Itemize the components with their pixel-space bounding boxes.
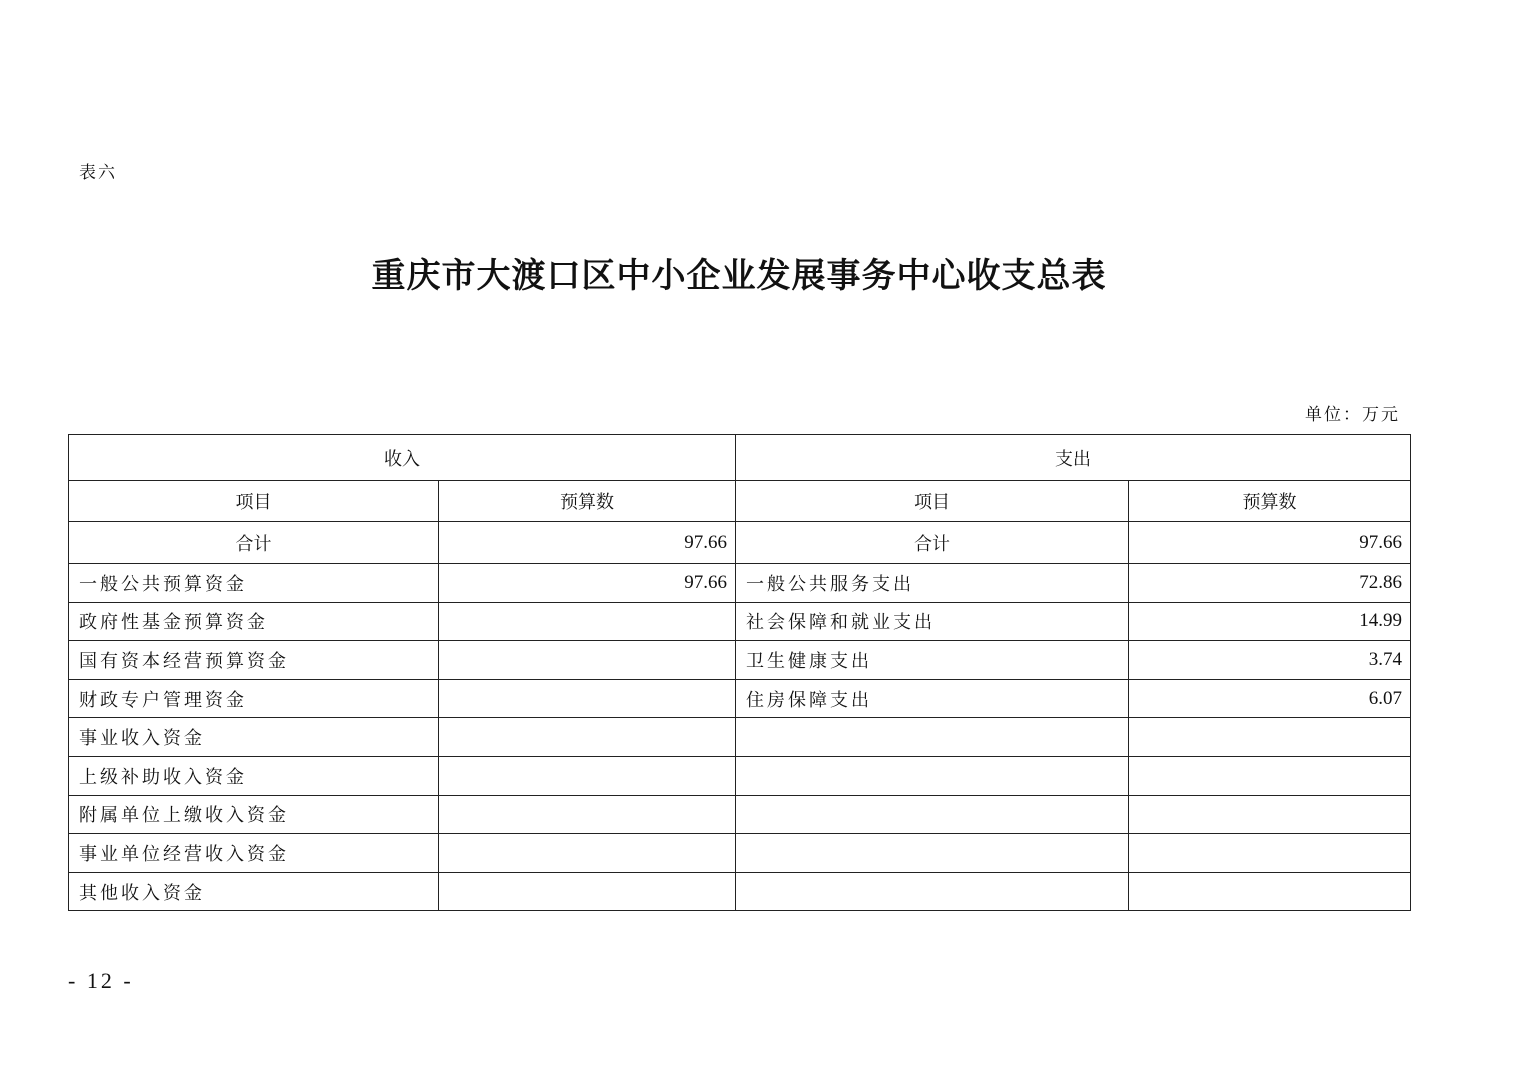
expense-item (736, 756, 1129, 795)
expense-item (736, 834, 1129, 873)
expense-value: 72.86 (1129, 564, 1411, 603)
income-item: 附属单位上缴收入资金 (69, 795, 439, 834)
income-section-header: 收入 (69, 435, 736, 481)
expenditure-section-header: 支出 (736, 435, 1411, 481)
income-item: 其他收入资金 (69, 872, 439, 911)
expense-value: 6.07 (1129, 679, 1411, 718)
expense-total-value: 97.66 (1129, 522, 1411, 564)
income-item: 政府性基金预算资金 (69, 602, 439, 641)
budget-summary-table (68, 434, 1411, 911)
unit-label: 单位：万元 (1305, 405, 1400, 425)
table-row (69, 756, 1411, 795)
document-title: 重庆市大渡口区中小企业发展事务中心收支总表 (371, 256, 1107, 296)
income-value (439, 679, 736, 718)
table-row (69, 834, 1411, 873)
income-total-label: 合计 (69, 522, 439, 564)
expense-value: 3.74 (1129, 641, 1411, 680)
expense-value (1129, 872, 1411, 911)
income-item: 事业单位经营收入资金 (69, 834, 439, 873)
income-budget-header: 预算数 (439, 481, 736, 522)
income-item: 上级补助收入资金 (69, 756, 439, 795)
expense-item (736, 872, 1129, 911)
expense-value (1129, 834, 1411, 873)
expense-budget-header: 预算数 (1129, 481, 1411, 522)
total-row (69, 522, 1411, 564)
table-row (69, 718, 1411, 757)
table-number-label: 表六 (79, 163, 117, 183)
income-value (439, 718, 736, 757)
section-header-row (69, 435, 1411, 481)
income-item: 国有资本经营预算资金 (69, 641, 439, 680)
expense-value (1129, 795, 1411, 834)
income-total-value: 97.66 (439, 522, 736, 564)
table-row (69, 872, 1411, 911)
expense-item: 住房保障支出 (736, 679, 1129, 718)
expense-item (736, 718, 1129, 757)
expense-item (736, 795, 1129, 834)
income-item: 事业收入资金 (69, 718, 439, 757)
page-number: - 12 - (68, 968, 134, 993)
expense-value: 14.99 (1129, 602, 1411, 641)
table-row (69, 564, 1411, 603)
expense-item-header: 项目 (736, 481, 1129, 522)
expense-value (1129, 756, 1411, 795)
income-value: 97.66 (439, 564, 736, 603)
expense-item: 一般公共服务支出 (736, 564, 1129, 603)
expense-item: 社会保障和就业支出 (736, 602, 1129, 641)
expense-item: 卫生健康支出 (736, 641, 1129, 680)
table-row (69, 795, 1411, 834)
expense-value (1129, 718, 1411, 757)
table-row (69, 641, 1411, 680)
income-item-header: 项目 (69, 481, 439, 522)
income-value (439, 872, 736, 911)
column-header-row (69, 481, 1411, 522)
table-row (69, 602, 1411, 641)
income-value (439, 795, 736, 834)
table-row (69, 679, 1411, 718)
income-item: 一般公共预算资金 (69, 564, 439, 603)
income-value (439, 834, 736, 873)
income-value (439, 602, 736, 641)
income-value (439, 641, 736, 680)
income-item: 财政专户管理资金 (69, 679, 439, 718)
expense-total-label: 合计 (736, 522, 1129, 564)
income-value (439, 756, 736, 795)
